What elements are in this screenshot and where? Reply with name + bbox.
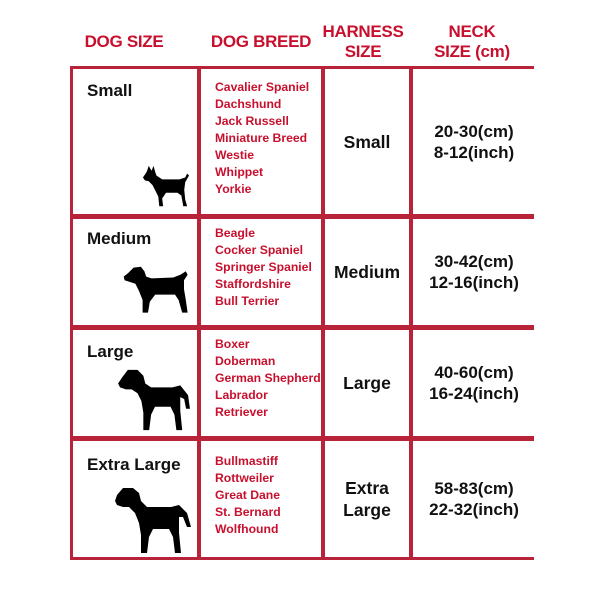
breed-item: Westie xyxy=(215,148,255,162)
neck-size-inch: 12-16(inch) xyxy=(429,273,519,292)
neck-size-cm: 20-30(cm) xyxy=(434,121,514,141)
breed-item: Yorkie xyxy=(215,182,252,196)
breed-list xyxy=(215,453,281,538)
large-dog-silhouette-icon xyxy=(115,366,195,434)
header-dog-breed xyxy=(207,20,315,64)
dog-size-cell xyxy=(73,219,197,325)
neck-size-cm: 40-60(cm) xyxy=(434,363,514,382)
breed-item: Boxer xyxy=(215,337,250,351)
neck-size-inch: 22-32(inch) xyxy=(429,500,519,519)
neck-size-cell xyxy=(413,330,535,436)
breed-item: Dachshund xyxy=(215,97,282,111)
dog-breed-cell xyxy=(201,441,321,557)
harness-size-value xyxy=(325,477,409,521)
neck-size-cell xyxy=(413,219,535,325)
breed-item: Miniature Breed xyxy=(215,131,308,145)
breed-item: Bullmastiff xyxy=(215,454,278,468)
breed-list xyxy=(215,225,312,310)
dog-size-label: Extra Large xyxy=(87,455,181,474)
harness-size-line2: Large xyxy=(343,500,391,520)
neck-size-value xyxy=(413,251,535,293)
breed-item: Retriever xyxy=(215,405,268,419)
dog-breed-cell xyxy=(201,219,321,325)
table-row-small xyxy=(73,69,531,214)
harness-size-line1: Large xyxy=(343,373,391,393)
breed-item: Great Dane xyxy=(215,488,281,502)
extra-large-dog-silhouette-icon xyxy=(111,485,195,555)
neck-size-value xyxy=(413,478,535,520)
breed-item: German Shepherd xyxy=(215,371,321,385)
harness-size-cell xyxy=(325,441,409,557)
dog-size-label: Large xyxy=(87,342,134,361)
header-neck-line1: NECK xyxy=(448,22,496,41)
dog-breed-cell xyxy=(201,69,321,214)
table-row-large xyxy=(73,330,531,436)
breed-item: Cavalier Spaniel xyxy=(215,80,310,94)
breed-item: Beagle xyxy=(215,226,255,240)
breed-item: Wolfhound xyxy=(215,522,279,536)
neck-size-inch: 8-12(inch) xyxy=(433,142,515,162)
dog-breed-cell xyxy=(201,330,321,436)
harness-size-cell xyxy=(325,69,409,214)
neck-size-cm: 58-83(cm) xyxy=(434,479,514,498)
harness-size-value xyxy=(325,372,409,394)
harness-size-line1: Extra xyxy=(345,478,389,498)
dog-size-label: Small xyxy=(87,81,133,100)
breed-item: Jack Russell xyxy=(215,114,289,128)
table-row-medium xyxy=(73,219,531,325)
harness-size-value xyxy=(325,131,409,153)
neck-size-cell xyxy=(413,69,535,214)
harness-size-line1: Small xyxy=(343,131,391,152)
harness-size-cell xyxy=(325,330,409,436)
breed-list xyxy=(215,336,321,421)
breed-item: Cocker Spaniel xyxy=(215,243,304,257)
breed-item: St. Bernard xyxy=(215,505,281,519)
harness-size-cell xyxy=(325,219,409,325)
neck-size-inch: 16-24(inch) xyxy=(429,384,519,403)
dog-size-cell xyxy=(73,441,197,557)
harness-size-value xyxy=(325,261,409,283)
header-dog-size-text: DOG SIZE xyxy=(84,32,164,51)
dog-size-label: Medium xyxy=(87,229,152,248)
small-dog-silhouette-icon xyxy=(137,164,195,212)
breed-item: Whippet xyxy=(215,165,264,179)
breed-item: Bull Terrier xyxy=(215,294,280,308)
neck-size-value xyxy=(413,121,535,163)
breed-item: Labrador xyxy=(215,388,268,402)
header-harness-line2: SIZE xyxy=(344,42,382,61)
breed-item: Springer Spaniel xyxy=(215,260,312,274)
header-harness-size xyxy=(320,20,406,64)
table-row-extra-large xyxy=(73,441,531,557)
neck-size-cm: 30-42(cm) xyxy=(434,252,514,271)
header-dog-breed-text: DOG BREED xyxy=(210,32,312,51)
header-neck-line2: SIZE (cm) xyxy=(434,42,510,61)
header-harness-line1: HARNESS xyxy=(322,22,404,41)
header-neck-size xyxy=(420,20,524,64)
dog-size-cell xyxy=(73,69,197,214)
medium-dog-silhouette-icon xyxy=(121,263,193,319)
neck-size-cell xyxy=(413,441,535,557)
breed-item: Staffordshire xyxy=(215,277,291,291)
breed-item: Rottweiler xyxy=(215,471,274,485)
header-dog-size xyxy=(82,20,166,64)
breed-item: Doberman xyxy=(215,354,276,368)
dog-size-cell xyxy=(73,330,197,436)
neck-size-value xyxy=(413,362,535,404)
harness-size-line1: Medium xyxy=(333,262,401,282)
breed-list xyxy=(215,79,309,198)
